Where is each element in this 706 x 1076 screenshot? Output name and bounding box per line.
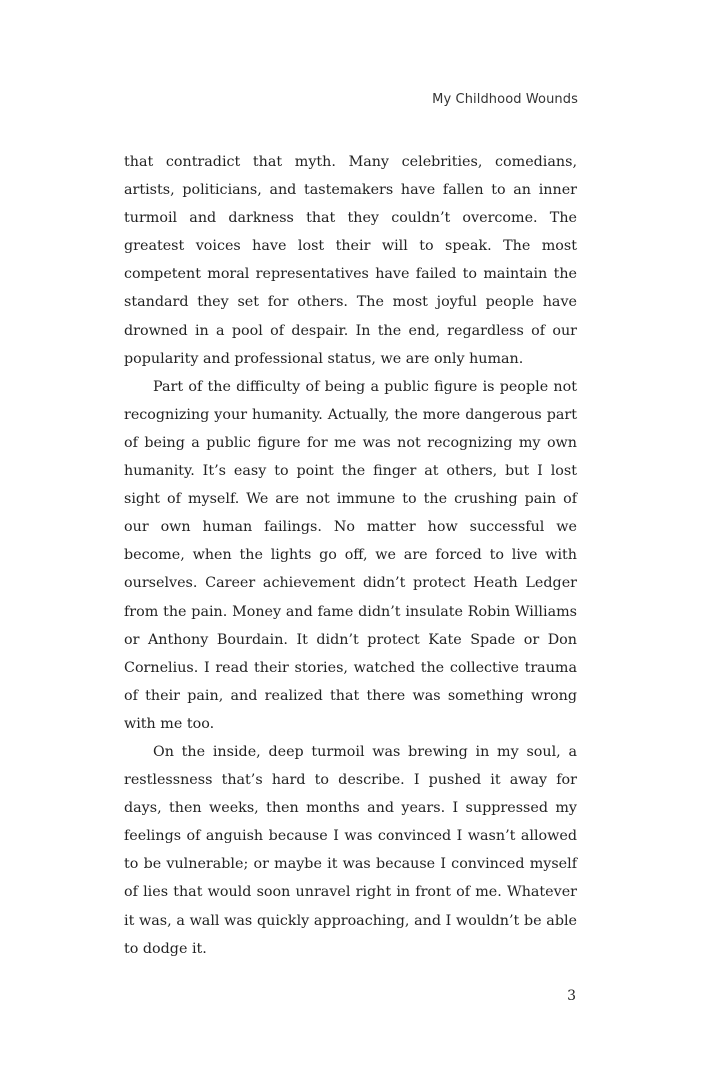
paragraph-2: Part of the difficulty of being a public figure is people not recognizing your humanity. Actually, the more dangerous part of being a public figure for me was not recognizing my own humanity. It’s easy to point the finger at others, but I lost sight of myself. We are not immune to the crushing pain of our own human failings. No matter how successful we become, when the lights go off, we are forced to live with ourselves. Career achievement didn’t protect Heath Ledger from the pain. Money and fame didn’t insulate Robin Williams or Anthony Bourdain. It didn’t protect Kate Spade or Don Cornelius. I read their stories, watched the collective trauma of their pain, and realized that there was something wrong with me too. — [124, 378, 577, 732]
page-number: 3 — [567, 988, 576, 1004]
paragraph-1: that contradict that myth. Many celebrities, comedians, artists, politicians, and tastemakers have fallen to an inner turmoil and darkness that they couldn’t overcome. The greatest voices have lost their will to speak. The most competent moral representatives have failed to maintain the standard they set for others. The most joyful people have drowned in a pool of despair. In the end, regardless of our popularity and professional status, we are only human. — [124, 154, 577, 367]
running-head: My Childhood Wounds — [432, 92, 578, 107]
paragraph-3: On the inside, deep turmoil was brewing in my soul, a restlessness that’s hard to describe. I pushed it away for days, then weeks, then months and years. I suppressed my feelings of anguish because I was convinced I wasn’t allowed to be vulnerable; or maybe it was because I convinced myself of lies that would soon unravel right in front of me. Whatever it was, a wall was quickly approaching, and I wouldn’t be able to dodge it. — [124, 743, 577, 957]
body-text — [124, 148, 577, 963]
